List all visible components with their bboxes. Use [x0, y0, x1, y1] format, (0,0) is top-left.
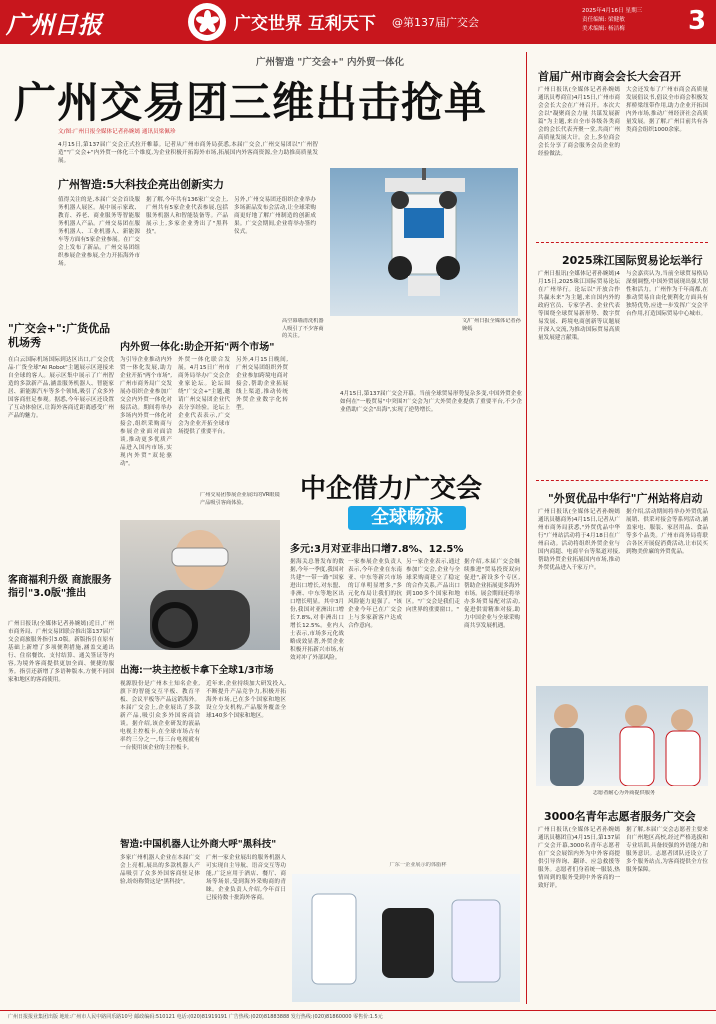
right-sec1-text2: 大会还发布了广州市商会高质量发展倡议书,倡议全市商会积极发挥桥梁纽带作用,助力企业开拓国内外市场,推动广州经济社会高质量发展。据了解,广州目前共有各类商会组织1000余家。: [626, 87, 708, 133]
mid-subhead: 全球畅泳: [348, 506, 466, 530]
sec4-title: 客商福利升级 商旅服务指引"3.0版"推出: [8, 575, 112, 599]
right-sec4-title: 3000名青年志愿者服务广交会: [544, 810, 696, 823]
right-sec2-text: 广州日报讯(全媒体记者孙婉嫣)4月15日,2025珠江国际贸易论坛在广州举行。论坛以"开放合作 共赢未来"为主题,来自国内外的政府官员、专家学者、企业代表等围绕全球贸易新形势、数字贸易发展、跨境电商创新等议题展开深入交流,为推动国际贸易高质量发展建言献策。: [538, 271, 620, 341]
robot-caption: 高空幕墙清洗机器人吸引了不少客商的关注。: [282, 318, 324, 339]
sec1-col1: 值得关注的是,本届广交会首设服务机器人展区。展中展示家政、教育、养老、商业服务等智能服务机器人产品。广州交易团在服务机器人、工业机器人、新能源车等方面有5家企业参展。在广交会上发布了新品。广州交易团组织参展企业参展,全力开拓海外市场。: [58, 197, 140, 267]
sec5-col2: 近年来,企业持续加大研发投入,不断提升产品竞争力,积极开拓海外市场,已在多个国家和地区设立分支机构,产品服务覆盖全球140多个国家和地区。: [206, 681, 286, 719]
sec5-col1: 视源股份是广州本土知名企业,旗下的智能交互平板、教育平板、会议平板等产品远销海外。本届广交会上,企业展出了多款新产品,吸引众多外国客商洽谈。据介绍,该企业研发的液晶电视主控板卡,在全球市场占有率约三分之一,每三台电视就有一台使用该企业的主控板卡。: [120, 681, 200, 751]
mid-col4: 据介绍,本届广交会继续推进"贸易投资双向促进",新设多个专区,帮助企业拓展更多海外市场。展会期间还将举办多场贸易配对活动,促进供需精准对接,助力中国企业与全球采购商共享发展机遇。: [464, 559, 520, 629]
designer-line: 美术编辑: 杨洁梅: [582, 26, 625, 32]
sec3-col1: 为引导企业推动内外贸一体化发展,助力企业开拓"两个市场",广州市商务局广交发展办组织企业参加广交会内外贸一体化对接活动。期间将举办多场内外贸一体化对接会,组织采购商与参展企业面对面洽谈,推动更多优质产品进入国内市场,实现内外贸"双轮驱动"。: [120, 357, 172, 467]
vr-caption: 广州交易团参展企业展出的VR眼镜产品吸引客商体验。: [200, 492, 280, 506]
column-divider: [526, 52, 527, 1004]
mid-headline: 中企借力广交会: [300, 474, 483, 504]
volunteer-caption: 志愿者耐心为外商提供服务: [592, 790, 656, 796]
sec2-text: 在白云国际机场国际到达区出口,广交会优品·广货全球"AI Robot"主题展示区迎接来自全球的客人。展示区集中展示了广州智造的多款新产品,涵盖服务机器人、智能家居、新能源汽车等多个领域,吸引了众多外国客商驻足参观。据悉,今年展示区还设置了互动体验区,让海外客商近距离感受广州产品的魅力。: [8, 357, 114, 419]
sec1-title: 广州智造:5大科技企亮出创新实力: [58, 178, 225, 191]
mid-col3: 另一家企业表示,通过参加广交会,企业与全球采购商建立了稳定的合作关系,产品出口到100多个国家和地区。"广交会是我们走向世界的重要窗口。": [406, 559, 460, 613]
lead-headline: 广州交易团三维出击抢单: [14, 78, 488, 127]
newspaper-logo: 广州日报: [6, 10, 102, 39]
canton-fair-emblem-icon: [188, 3, 226, 41]
right-sec4-text: 广州日报讯(全媒体记者孙婉嫣 通讯员穗团宣)4月15日,第137届广交会开幕,3000名青年志愿者在广交会展馆内外为中外客商提供引导咨询、翻译、应急救援等服务。志愿者们身着统一服装,热情周到的服务受到中外客商的一致好评。: [538, 827, 620, 889]
issue-date: 2025年4月16日 星期三: [582, 8, 643, 14]
right-sec2-text2: 与会嘉宾认为,当前全球贸易格局深刻调整,中国外贸展现出强大韧性和活力。广州作为千年商都,在推动贸易自由化便利化方面具有独特优势,应进一步发挥广交会平台作用,打造国际贸易中心城市。: [626, 271, 708, 317]
robot-caption-credit: 文/广州日报全媒体记者孙婉嫣: [462, 318, 521, 332]
section-title: 广交世界 互利天下: [234, 14, 376, 34]
issue-info: [582, 7, 642, 34]
editor-line: 责任编辑: 梁健敏: [582, 17, 625, 23]
lead-byline: 文/图:广州日报全媒体记者孙婉嫣 通讯员梁佩珍: [58, 129, 176, 135]
masthead-bar: [0, 0, 716, 44]
right-sec4-text2: 据了解,本届广交会志愿者主要来自广州地区高校,经过严格选拔和专业培训,具备较强的外语能力和服务意识。志愿者团队还设立了多个服务站点,为客商提供全方位服务保障。: [626, 827, 708, 873]
sec3-title: 内外贸一体化:助企开拓"两个市场": [120, 342, 275, 353]
product-caption: 广东一企业展示的体脂秤: [389, 862, 447, 868]
sec5-title: 出海:一块主控板卡拿下全球1/3市场: [120, 665, 274, 676]
right-sec1-text: 广州日报讯(全媒体记者孙婉嫣 通讯员粤商宣)4月15日,广州市商会会长大会在广州召开。本次大会以"凝聚商会力量 共谋发展新篇"为主题,来自全市各级各类商会的会长代表齐聚一堂,共商广州高质量发展大计。会上,多位商会会长分享了商会服务会员企业的经验做法。: [538, 87, 620, 157]
sec1-col2: 据了解,今年共有136家广交会上,广州共有5家企业代表参展,包括服务机器人和智能装备等。产品展示上,多家企业秀出了"黑科技"。: [146, 197, 228, 235]
vr-photo: [120, 520, 280, 650]
mid-col1: 据海关总署发布的数据,今年一季度,我国对共建"一带一路"国家进出口增长,对东盟、非洲、中东等地区出口增长明显。其中3月份,我国对亚洲出口增长7.8%,对非洲出口增长12.5%。业内人士表示,市场多元化战略成效显著,外贸企业积极开拓新兴市场,有效对冲了外部风险。: [290, 559, 344, 661]
lead-intro: 4月15日,第137届广交会正式拉开帷幕。记者从广州市商务局获悉,本届广交会,广州交易团以"广州智造""广交会+"内外贸一体化三个维度,为企业积极开拓海外市场,拓展国内外客商资源,全力助推高质量发展。: [58, 142, 318, 164]
sec3-col2: 外贸一体化联合发展。4月15日广州市商务局举办广交会企业家论坛。论坛围绕"广交会+"主题,邀请广州交易团企业代表分享经验。论坛上企业代表表示,广交会为企业开拓全球市场提供了重要平台。: [178, 357, 230, 435]
sec1-col3: 另外,广州交易团还组织企业举办多场新品发布会活动,让全球采购商更好地了解广州制造的创新成果。广交会期间,企业将举办签约仪式。: [234, 197, 316, 235]
mid-intro: 4月15日,第137届广交会开幕。当前全球贸易形势复杂多变,中国外贸企业如何在"一般贸易"中突围?广交会为广大外贸企业提供了重要平台,不少企业借助广交会"出海",实现了逆势增长。: [340, 391, 522, 413]
page-number: 3: [688, 6, 707, 36]
right-sec2-title: 2025珠江国际贸易论坛举行: [562, 254, 703, 267]
right-sec1-title: 首届广州市商会会长大会召开: [538, 70, 681, 83]
robot-photo: [330, 168, 518, 316]
right-sec3-text2: 据介绍,活动期间将举办外贸优品展销、供采对接会等系列活动,涵盖家电、服装、家居用品、食品等多个品类。广州市商务局将联合各区开展促消费活动,让市民买到物美价廉的外贸优品。: [626, 509, 708, 555]
sec4-text: 广州日报讯(全媒体记者孙婉嫣)近日,广州市商务局、广州交易团联合推出第137届广交会商旅服务指引3.0版。新版指引在原有基础上新增了多项便利措施,涵盖交通出行、住宿餐饮、支付结算、通关签证等内容,为境外客商提供更加全面、便捷的服务。指引还新增了多语种版本,方便不同国家和地区的客商使用。: [8, 621, 114, 683]
mid-col2: 一家参展企业负责人表示,今年企业在东南亚、中东等新兴市场的订单明显增多,"多元化布局让我们的抗风险能力更强了。"该企业今年已在广交会上与多家新客户达成合作意向。: [348, 559, 402, 629]
lead-kicker: 广州智造 "广交会+" 内外贸一体化: [256, 57, 404, 68]
sec6-title: 智造:中国机器人让外商大呼"黑科技": [120, 839, 277, 850]
sec3-col3: 另外,4月15日晚间,广州交易团组织外贸企业参加跨境电商对接会,帮助企业拓展线上渠道,推动传统外贸企业数字化转型。: [236, 357, 288, 411]
product-photo: [292, 874, 520, 1002]
sec6-col1: 多家广州机器人企业在本届广交会上亮相,展出的多款机器人产品吸引了众多外国客商驻足体验,纷纷称赞这是"黑科技"。: [120, 855, 200, 885]
right-sec3-text: 广州日报讯(全媒体记者孙婉嫣 通讯员穗商务)4月15日,记者从广州市商务局获悉,"外贸优品中华行"广州站活动将于4月18日在广州启动。活动将组织外贸企业与国内商超、电商平台等渠道对接,帮助外贸企业拓展国内市场,推动外贸优品进入千家万户。: [538, 509, 620, 571]
section-divider: [536, 242, 708, 243]
volunteer-photo: [536, 686, 708, 786]
sec2-title: "广交会+":广货优品机场秀: [8, 322, 111, 349]
section-subtitle: @第137届广交会: [392, 16, 479, 29]
section-divider: [536, 480, 708, 481]
sec6-col2: 广州一家企业展出的服务机器人可实现自主导航、语音交互等功能,广泛应用于酒店、餐厅、商场等场景,受到海外采购商的青睐。企业负责人介绍,今年首日已接待数十批海外客商。: [206, 855, 286, 901]
mid-sec-title: 多元:3月对亚非出口增7.8%、12.5%: [290, 544, 464, 555]
right-sec3-title: "外贸优品中华行"广州站将启动: [548, 492, 703, 505]
page-footer: 广州日报报业集团出版 地址:广州市人民中路同乐路10号 邮政编码:510121 电话:(020)81919191 广告热线:(020)81883888 发行热线:(020)81860000 零售价:1.5元: [0, 1010, 716, 1024]
